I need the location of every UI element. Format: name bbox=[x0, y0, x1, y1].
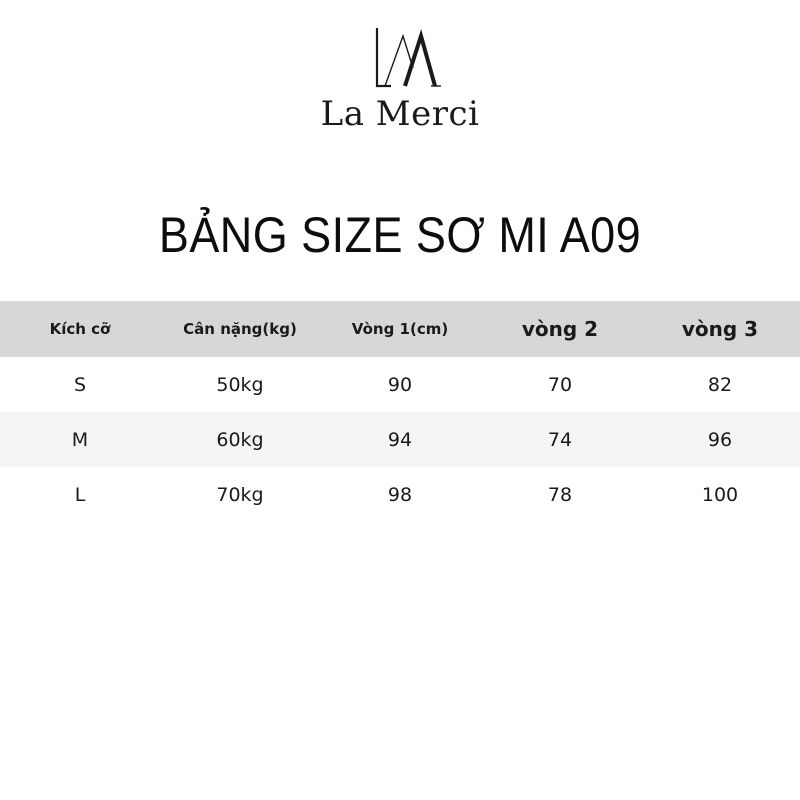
cell-size: L bbox=[74, 483, 86, 506]
table-row bbox=[0, 467, 800, 522]
cell-size: S bbox=[73, 373, 87, 396]
size-chart-table bbox=[0, 301, 800, 522]
header-size: Kích cỡ bbox=[49, 320, 111, 338]
cell-hip: 100 bbox=[701, 483, 739, 506]
table-row bbox=[0, 412, 800, 467]
cell-weight: 50kg bbox=[216, 373, 264, 396]
cell-waist: 74 bbox=[547, 428, 573, 451]
header-weight: Cân nặng(kg) bbox=[183, 320, 297, 338]
lm-monogram-icon bbox=[355, 22, 445, 98]
cell-bust: 98 bbox=[387, 483, 413, 506]
cell-weight: 60kg bbox=[216, 428, 264, 451]
header-hip: vòng 3 bbox=[681, 317, 759, 341]
cell-weight: 70kg bbox=[216, 483, 264, 506]
header-waist: vòng 2 bbox=[521, 317, 599, 341]
page-title: BẢNG SIZE SƠ MI A09 bbox=[158, 207, 642, 263]
brand-logo bbox=[0, 22, 800, 134]
cell-bust: 94 bbox=[387, 428, 413, 451]
cell-waist: 70 bbox=[547, 373, 573, 396]
cell-waist: 78 bbox=[547, 483, 573, 506]
brand-name: La Merci bbox=[320, 94, 480, 134]
header-bust: Vòng 1(cm) bbox=[351, 320, 449, 338]
cell-hip: 82 bbox=[707, 373, 733, 396]
cell-size: M bbox=[71, 428, 89, 451]
table-header-row bbox=[0, 301, 800, 357]
cell-bust: 90 bbox=[387, 373, 413, 396]
table-row bbox=[0, 357, 800, 412]
cell-hip: 96 bbox=[707, 428, 733, 451]
